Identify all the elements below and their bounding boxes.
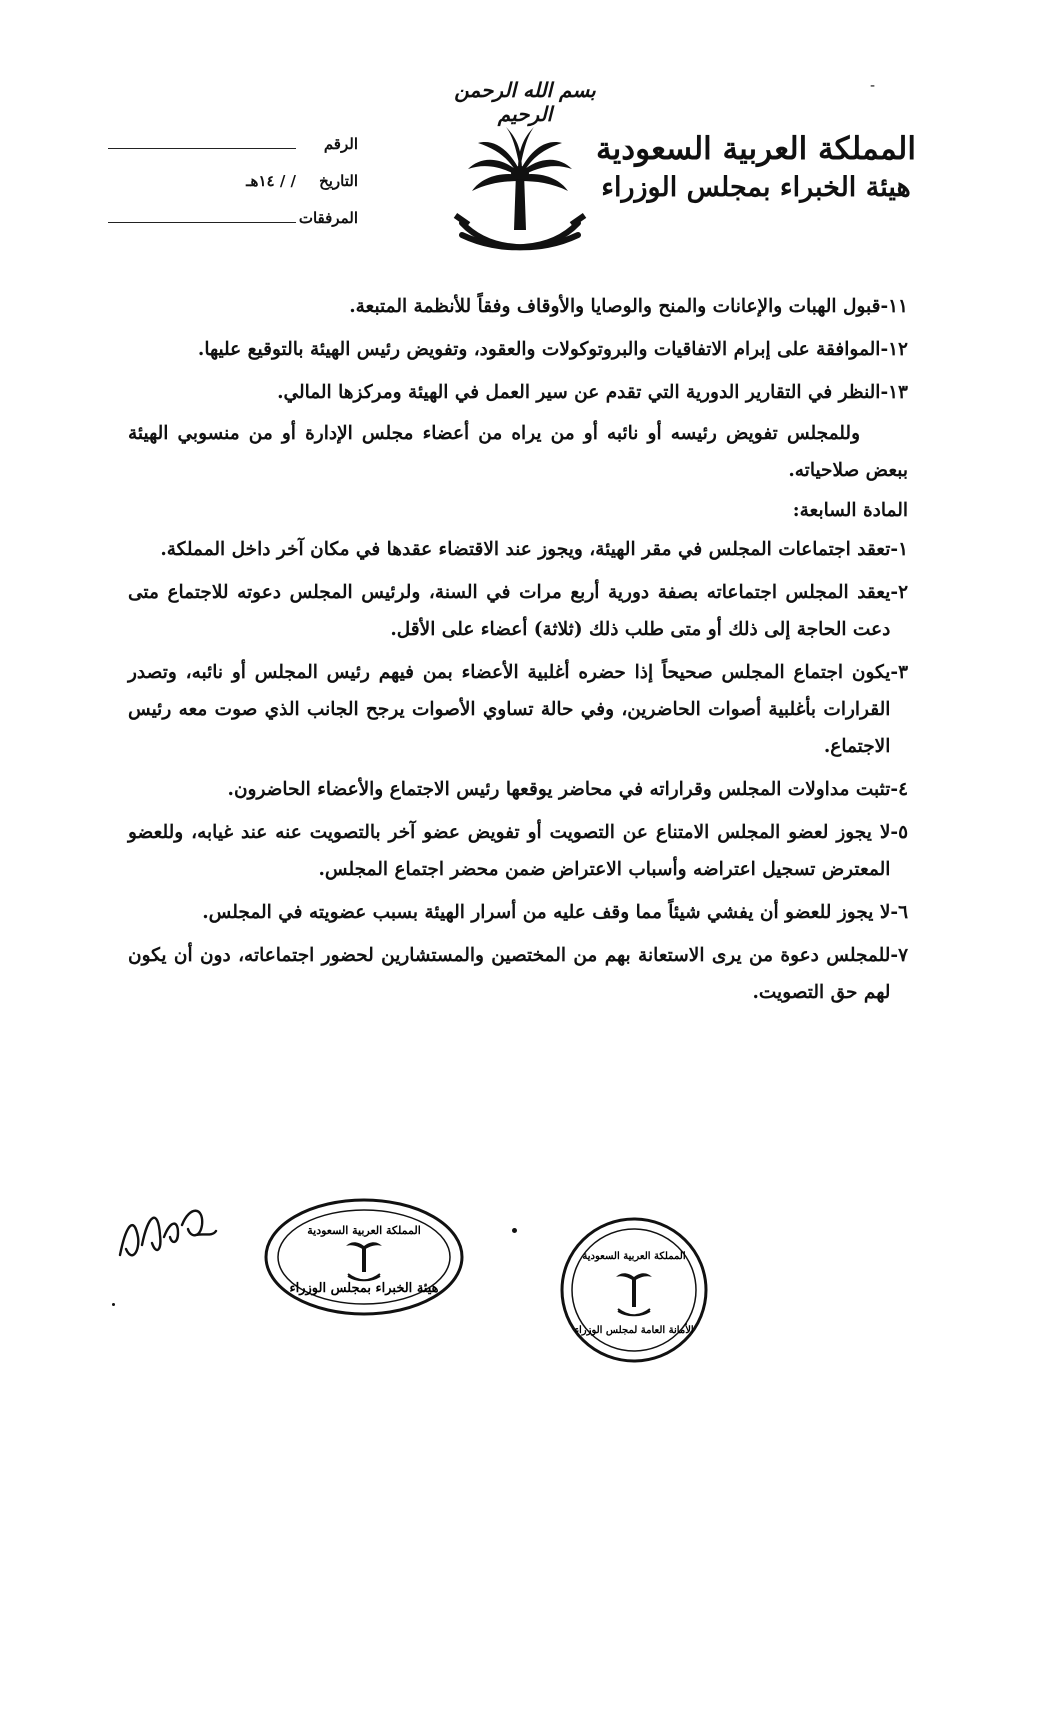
org-line-kingdom: المملكة العربية السعودية — [596, 131, 916, 167]
list-item — [128, 331, 908, 368]
list-item — [128, 574, 908, 648]
reference-block — [108, 135, 358, 246]
list-item — [128, 288, 908, 325]
ref-date-label: التاريخ — [319, 172, 358, 190]
item-number: ٤- — [890, 779, 908, 800]
article-heading: المادة السابعة: — [792, 500, 908, 521]
list-item — [128, 937, 908, 1011]
ref-number-label: الرقم — [323, 135, 358, 153]
list-item — [128, 531, 908, 568]
list-item — [128, 771, 908, 808]
item-number: ١١- — [880, 296, 908, 317]
ref-attachments-label: المرفقات — [298, 209, 358, 227]
list-item — [128, 814, 908, 888]
corner-mark: - — [870, 78, 876, 94]
ref-date-row — [108, 172, 358, 209]
ink-dot — [512, 1228, 517, 1233]
item-text: قبول الهبات والإعانات والمنح والوصايا والأوقاف وفقاً للأنظمة المتبعة. — [349, 296, 881, 317]
item-number: ١٣- — [880, 382, 908, 403]
item-text: تعقد اجتماعات المجلس في مقر الهيئة، ويجوز عند الاقتضاء عقدها في مكان آخر داخل المملكة. — [160, 539, 891, 560]
official-seal-left-icon — [262, 1196, 466, 1318]
organization-name — [596, 128, 916, 206]
item-text: يعقد المجلس اجتماعاته بصفة دورية أربع مرات في السنة، ولرئيس المجلس دعوته للاجتماع متى دعت الحاجة إلى ذلك أو متى طلب ذلك (ثلاثة) أعضاء على الأقل. — [128, 582, 891, 640]
item-number: ١٢- — [880, 339, 908, 360]
item-text: تثبت مداولات المجلس وقراراته في محاضر يوقعها رئيس الاجتماع والأعضاء الحاضرون. — [227, 779, 891, 800]
basmala: بسم الله الرحمن الرحيم — [454, 78, 596, 126]
item-number: ٢- — [890, 582, 908, 603]
list-item — [128, 894, 908, 931]
official-seal-right-icon — [558, 1215, 710, 1365]
item-text: لا يجوز للعضو أن يفشي شيئاً مما وقف عليه من أسرار الهيئة بسبب عضويته في المجلس. — [202, 902, 891, 923]
palm-swords-emblem-icon — [450, 125, 590, 260]
ref-number-line — [108, 138, 296, 149]
item-text: النظر في التقارير الدورية التي تقدم عن سير العمل في الهيئة ومركزها المالي. — [277, 382, 881, 403]
item-number: ١- — [890, 539, 908, 560]
ref-attachments-row — [108, 209, 358, 246]
item-number: ٧- — [890, 945, 908, 966]
seal-left-line2: هيئة الخبراء بمجلس الوزراء — [289, 1281, 439, 1296]
document-body — [128, 288, 908, 1011]
seal-right-line2: الأمانة العامة لمجلس الوزراء — [574, 1325, 694, 1336]
ink-dot — [112, 1303, 115, 1306]
item-number: ٦- — [890, 902, 908, 923]
seal-left-line1: المملكة العربية السعودية — [307, 1224, 421, 1237]
item-text: يكون اجتماع المجلس صحيحاً إذا حضره أغلبية الأعضاء بمن فيهم رئيس المجلس أو نائبه، وتصدر القرارات بأغلبية أصوات الحاضرين، وفي حالة تساوي الأصوات يرجح الجانب الذي صوت معه رئيس الاجتماع. — [128, 662, 891, 757]
delegation-paragraph: وللمجلس تفويض رئيسه أو نائبه أو من يراه من أعضاء مجلس الإدارة أو من منسوبي الهيئة ببعض صلاحياته. — [128, 423, 908, 481]
handwritten-signature-icon — [112, 1185, 222, 1275]
ref-number-row — [108, 135, 358, 172]
list-item — [128, 374, 908, 411]
item-text: للمجلس دعوة من يرى الاستعانة بهم من المختصين والمستشارين لحضور اجتماعاته، دون أن يكون لهم حق التصويت. — [128, 945, 891, 1003]
item-number: ٥- — [890, 822, 908, 843]
seal-right-line1: المملكة العربية السعودية — [582, 1251, 686, 1262]
item-text: الموافقة على إبرام الاتفاقيات والبروتوكولات والعقود، وتفويض رئيس الهيئة بالتوقيع عليها. — [197, 339, 881, 360]
org-line-bureau: هيئة الخبراء بمجلس الوزراء — [601, 172, 911, 203]
item-number: ٣- — [890, 662, 908, 683]
ref-date-value: / / ١٤هـ — [246, 172, 296, 190]
item-text: لا يجوز لعضو المجلس الامتناع عن التصويت أو تفويض عضو آخر بالتصويت عنه عند غيابه، وللعضو المعترض تسجيل اعتراضه وأسباب الاعتراض ضمن محضر اجتماع المجلس. — [128, 822, 891, 880]
list-item — [128, 654, 908, 765]
ref-attachments-line — [108, 212, 296, 223]
